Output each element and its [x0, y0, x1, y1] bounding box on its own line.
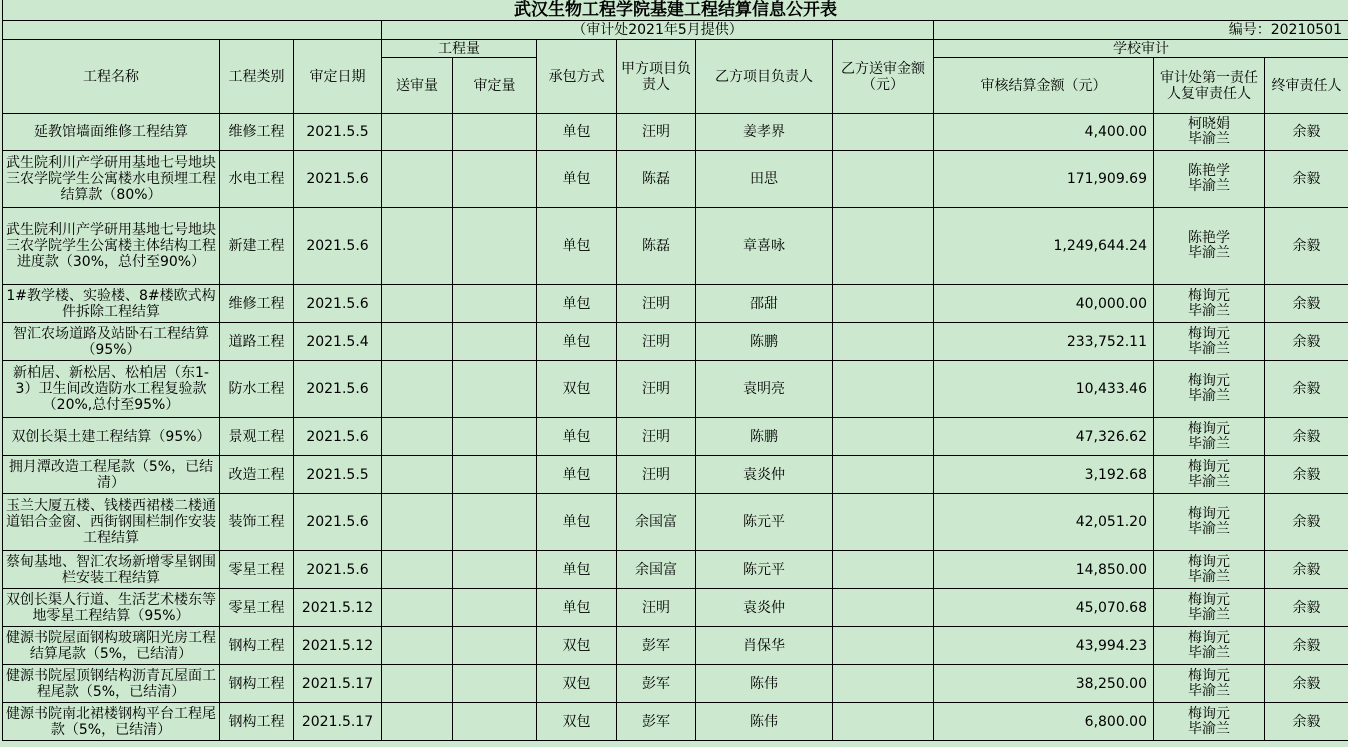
cell-type: 防水工程 [220, 361, 294, 418]
cell-party-a: 彭军 [617, 627, 696, 665]
table-row [3, 456, 1348, 494]
cell-audit-amount: 14,850.00 [934, 551, 1154, 589]
cell-contract: 双包 [537, 665, 617, 703]
cell-date: 2021.5.12 [294, 589, 382, 627]
cell-approved [453, 494, 537, 551]
cell-name: 双创长渠土建工程结算（95%） [3, 418, 220, 456]
cell-party-b-amount [833, 114, 934, 151]
cell-party-b-amount [833, 589, 934, 627]
reviewer-second: 毕渝兰 [1188, 435, 1230, 452]
cell-final-reviewer: 余毅 [1265, 114, 1348, 151]
cell-name: 新柏居、新松居、松柏居（东1-3）卫生间改造防水工程复验款（20%,总付至95%） [3, 361, 220, 418]
cell-approved [453, 208, 537, 285]
header-party-b: 乙方项目负责人 [696, 40, 833, 114]
cell-audit-amount: 45,070.68 [934, 589, 1154, 627]
reviewer-second: 毕渝兰 [1188, 606, 1230, 623]
cell-submitted [382, 665, 453, 703]
cell-approved [453, 589, 537, 627]
cell-final-reviewer: 余毅 [1265, 323, 1348, 361]
header-contract: 承包方式 [537, 40, 617, 114]
cell-reviewers [1154, 114, 1265, 151]
table-row [3, 703, 1348, 741]
cell-submitted [382, 551, 453, 589]
cell-contract: 单包 [537, 151, 617, 208]
cell-contract: 单包 [537, 323, 617, 361]
table-row [3, 494, 1348, 551]
cell-name: 拥月潭改造工程尾款（5%，已结清） [3, 456, 220, 494]
cell-contract: 单包 [537, 208, 617, 285]
reviewer-first: 梅询元 [1188, 667, 1230, 684]
table-row [3, 323, 1348, 361]
cell-type: 维修工程 [220, 285, 294, 323]
reviewer-first: 梅询元 [1188, 553, 1230, 570]
header-type: 工程类别 [220, 40, 294, 114]
cell-name: 玉兰大厦五楼、钱楼西裙楼二楼通道铝合金窗、西街钢围栏制作安装工程结算 [3, 494, 220, 551]
cell-reviewers [1154, 456, 1265, 494]
cell-party-b-amount [833, 494, 934, 551]
header-submitted: 送审量 [382, 58, 453, 114]
reviewer-first: 梅询元 [1188, 373, 1230, 389]
reviewer-second: 毕渝兰 [1188, 302, 1230, 319]
cell-submitted [382, 285, 453, 323]
reviewer-first: 陈艳学 [1188, 163, 1230, 179]
cell-party-b-amount [833, 665, 934, 703]
cell-contract: 双包 [537, 703, 617, 741]
cell-name: 健源书院南北裙楼钢构平台工程尾款（5%，已结清） [3, 703, 220, 741]
cell-submitted [382, 418, 453, 456]
cell-date: 2021.5.6 [294, 494, 382, 551]
cell-reviewers [1154, 494, 1265, 551]
cell-party-b: 姜孝界 [696, 114, 833, 151]
table-row [3, 114, 1348, 151]
cell-party-b-amount [833, 627, 934, 665]
cell-type: 改造工程 [220, 456, 294, 494]
cell-party-a: 彭军 [617, 665, 696, 703]
cell-submitted [382, 456, 453, 494]
cell-date: 2021.5.4 [294, 323, 382, 361]
cell-final-reviewer: 余毅 [1265, 151, 1348, 208]
cell-approved [453, 323, 537, 361]
header-first-reviewer: 审计处第一责任人复审责任人 [1154, 58, 1265, 114]
cell-contract: 单包 [537, 494, 617, 551]
cell-party-a: 汪明 [617, 456, 696, 494]
cell-type: 零星工程 [220, 589, 294, 627]
cell-party-b-amount [833, 418, 934, 456]
table-row [3, 418, 1348, 456]
reviewer-first: 梅询元 [1188, 287, 1230, 304]
cell-type: 钢构工程 [220, 665, 294, 703]
cell-reviewers [1154, 151, 1265, 208]
reviewer-second: 毕渝兰 [1188, 644, 1230, 661]
cell-approved [453, 456, 537, 494]
reviewer-second: 毕渝兰 [1188, 245, 1230, 261]
table-row [3, 208, 1348, 285]
cell-final-reviewer: 余毅 [1265, 208, 1348, 285]
cell-party-b-amount [833, 703, 934, 741]
cell-submitted [382, 114, 453, 151]
cell-audit-amount: 47,326.62 [934, 418, 1154, 456]
reviewer-second: 毕渝兰 [1188, 720, 1230, 737]
header-audit-amount: 审核结算金额（元） [934, 58, 1154, 114]
cell-date: 2021.5.17 [294, 703, 382, 741]
header-date: 审定日期 [294, 40, 382, 114]
cell-party-a: 陈磊 [617, 208, 696, 285]
reviewer-first: 梅询元 [1188, 325, 1230, 342]
cell-contract: 单包 [537, 418, 617, 456]
cell-type: 景观工程 [220, 418, 294, 456]
cell-reviewers [1154, 418, 1265, 456]
cell-party-a: 彭军 [617, 703, 696, 741]
cell-submitted [382, 361, 453, 418]
reviewer-first: 梅询元 [1188, 506, 1230, 522]
cell-approved [453, 665, 537, 703]
cell-name: 武生院利川产学研用基地七号地块三农学院学生公寓楼水电预埋工程结算款（80%） [3, 151, 220, 208]
cell-reviewers [1154, 703, 1265, 741]
cell-contract: 双包 [537, 361, 617, 418]
document-code: 编号：20210501 [934, 21, 1348, 40]
cell-date: 2021.5.17 [294, 665, 382, 703]
cell-party-a: 汪明 [617, 323, 696, 361]
reviewer-second: 毕渝兰 [1188, 521, 1230, 537]
cell-date: 2021.5.5 [294, 114, 382, 151]
cell-final-reviewer: 余毅 [1265, 551, 1348, 589]
cell-submitted [382, 494, 453, 551]
cell-final-reviewer: 余毅 [1265, 285, 1348, 323]
cell-date: 2021.5.6 [294, 285, 382, 323]
cell-name: 健源书院屋面钢构玻璃阳光房工程结算尾款（5%，已结清） [3, 627, 220, 665]
cell-party-b: 邵甜 [696, 285, 833, 323]
cell-name: 武生院利川产学研用基地七号地块三农学院学生公寓楼主体结构工程进度款（30%，总付至90%） [3, 208, 220, 285]
cell-submitted [382, 208, 453, 285]
cell-party-a: 余国富 [617, 551, 696, 589]
cell-type: 道路工程 [220, 323, 294, 361]
header-school-audit: 学校审计 [934, 40, 1348, 58]
cell-date: 2021.5.6 [294, 361, 382, 418]
cell-party-b: 陈元平 [696, 551, 833, 589]
reviewer-first: 梅询元 [1188, 629, 1230, 646]
cell-audit-amount: 233,752.11 [934, 323, 1154, 361]
cell-approved [453, 114, 537, 151]
cell-contract: 双包 [537, 627, 617, 665]
cell-party-b: 陈元平 [696, 494, 833, 551]
header-party-a: 甲方项目负责人 [617, 40, 696, 114]
cell-type: 新建工程 [220, 208, 294, 285]
reviewer-second: 毕渝兰 [1188, 340, 1230, 357]
header-quantity-group: 工程量 [382, 40, 537, 58]
cell-final-reviewer: 余毅 [1265, 703, 1348, 741]
cell-approved [453, 285, 537, 323]
header-name: 工程名称 [3, 40, 220, 114]
cell-final-reviewer: 余毅 [1265, 361, 1348, 418]
header-final-reviewer: 终审责任人 [1265, 58, 1348, 114]
reviewer-second: 毕渝兰 [1188, 682, 1230, 699]
cell-reviewers [1154, 589, 1265, 627]
cell-reviewers [1154, 323, 1265, 361]
cell-date: 2021.5.6 [294, 151, 382, 208]
cell-audit-amount: 40,000.00 [934, 285, 1154, 323]
cell-reviewers [1154, 627, 1265, 665]
cell-party-a: 汪明 [617, 418, 696, 456]
cell-audit-amount: 10,433.46 [934, 361, 1154, 418]
cell-name: 1#教学楼、实验楼、8#楼欧式构件拆除工程结算 [3, 285, 220, 323]
reviewer-second: 毕渝兰 [1188, 568, 1230, 585]
cell-audit-amount: 38,250.00 [934, 665, 1154, 703]
cell-party-b: 陈伟 [696, 703, 833, 741]
cell-party-b-amount [833, 285, 934, 323]
cell-reviewers [1154, 361, 1265, 418]
table-row [3, 589, 1348, 627]
cell-reviewers [1154, 665, 1265, 703]
header-party-b-amount: 乙方送审金额（元） [833, 40, 934, 114]
cell-date: 2021.5.6 [294, 208, 382, 285]
reviewer-second: 毕渝兰 [1188, 178, 1230, 194]
cell-submitted [382, 151, 453, 208]
cell-contract: 单包 [537, 114, 617, 151]
cell-party-b-amount [833, 551, 934, 589]
table-row [3, 361, 1348, 418]
cell-audit-amount: 6,800.00 [934, 703, 1154, 741]
reviewer-second: 毕渝兰 [1188, 131, 1230, 147]
cell-party-a: 汪明 [617, 361, 696, 418]
page-subtitle: （审计处2021年5月提供） [382, 21, 934, 40]
cell-final-reviewer: 余毅 [1265, 456, 1348, 494]
cell-party-b-amount [833, 151, 934, 208]
settlement-table [2, 0, 1348, 741]
cell-party-a: 陈磊 [617, 151, 696, 208]
cell-date: 2021.5.12 [294, 627, 382, 665]
cell-final-reviewer: 余毅 [1265, 627, 1348, 665]
reviewer-first: 梅询元 [1188, 420, 1230, 437]
cell-date: 2021.5.6 [294, 418, 382, 456]
reviewer-first: 梅询元 [1188, 458, 1230, 475]
cell-party-a: 汪明 [617, 114, 696, 151]
header-approved: 审定量 [453, 58, 537, 114]
cell-type: 钢构工程 [220, 627, 294, 665]
reviewer-second: 毕渝兰 [1188, 473, 1230, 490]
cell-party-b: 陈伟 [696, 665, 833, 703]
cell-approved [453, 418, 537, 456]
cell-audit-amount: 3,192.68 [934, 456, 1154, 494]
cell-party-a: 余国富 [617, 494, 696, 551]
table-row [3, 151, 1348, 208]
cell-approved [453, 551, 537, 589]
cell-submitted [382, 703, 453, 741]
table-row [3, 551, 1348, 589]
cell-party-b-amount [833, 361, 934, 418]
cell-contract: 单包 [537, 285, 617, 323]
cell-type: 装饰工程 [220, 494, 294, 551]
cell-submitted [382, 627, 453, 665]
reviewer-first: 梅询元 [1188, 705, 1230, 722]
cell-submitted [382, 323, 453, 361]
cell-reviewers [1154, 551, 1265, 589]
table-row [3, 627, 1348, 665]
cell-audit-amount: 4,400.00 [934, 114, 1154, 151]
cell-name: 蔡甸基地、智汇农场新增零星钢围栏安装工程结算 [3, 551, 220, 589]
cell-final-reviewer: 余毅 [1265, 494, 1348, 551]
cell-approved [453, 703, 537, 741]
cell-contract: 单包 [537, 551, 617, 589]
cell-audit-amount: 42,051.20 [934, 494, 1154, 551]
cell-type: 水电工程 [220, 151, 294, 208]
cell-party-a: 汪明 [617, 589, 696, 627]
cell-name: 延教馆墙面维修工程结算 [3, 114, 220, 151]
cell-party-b: 袁炎仲 [696, 589, 833, 627]
cell-audit-amount: 171,909.69 [934, 151, 1154, 208]
cell-party-b: 章喜咏 [696, 208, 833, 285]
cell-party-b-amount [833, 323, 934, 361]
cell-approved [453, 627, 537, 665]
table-row [3, 285, 1348, 323]
cell-party-b-amount [833, 456, 934, 494]
cell-date: 2021.5.5 [294, 456, 382, 494]
cell-name: 健源书院屋顶钢结构沥青瓦屋面工程尾款（5%，已结清） [3, 665, 220, 703]
cell-date: 2021.5.6 [294, 551, 382, 589]
cell-party-b: 袁炎仲 [696, 456, 833, 494]
cell-party-b-amount [833, 208, 934, 285]
cell-party-b: 田思 [696, 151, 833, 208]
reviewer-first: 柯晓娟 [1188, 116, 1230, 132]
cell-audit-amount: 1,249,644.24 [934, 208, 1154, 285]
cell-reviewers [1154, 285, 1265, 323]
cell-submitted [382, 589, 453, 627]
reviewer-second: 毕渝兰 [1188, 388, 1230, 404]
cell-approved [453, 151, 537, 208]
cell-final-reviewer: 余毅 [1265, 589, 1348, 627]
cell-approved [453, 361, 537, 418]
cell-type: 零星工程 [220, 551, 294, 589]
cell-party-b: 肖保华 [696, 627, 833, 665]
cell-audit-amount: 43,994.23 [934, 627, 1154, 665]
page-title: 武汉生物工程学院基建工程结算信息公开表 [3, 0, 1348, 21]
cell-contract: 单包 [537, 456, 617, 494]
cell-final-reviewer: 余毅 [1265, 418, 1348, 456]
cell-party-b: 陈鹏 [696, 418, 833, 456]
cell-name: 智汇农场道路及站卧石工程结算（95%） [3, 323, 220, 361]
cell-name: 双创长渠人行道、生活艺术楼东等地零星工程结算（95%） [3, 589, 220, 627]
reviewer-first: 陈艳学 [1188, 230, 1230, 246]
cell-party-b: 陈鹏 [696, 323, 833, 361]
cell-contract: 单包 [537, 589, 617, 627]
cell-reviewers [1154, 208, 1265, 285]
cell-type: 维修工程 [220, 114, 294, 151]
reviewer-first: 梅询元 [1188, 591, 1230, 608]
cell-final-reviewer: 余毅 [1265, 665, 1348, 703]
cell-party-a: 汪明 [617, 285, 696, 323]
table-row [3, 665, 1348, 703]
cell-type: 钢构工程 [220, 703, 294, 741]
cell-party-b: 袁明亮 [696, 361, 833, 418]
